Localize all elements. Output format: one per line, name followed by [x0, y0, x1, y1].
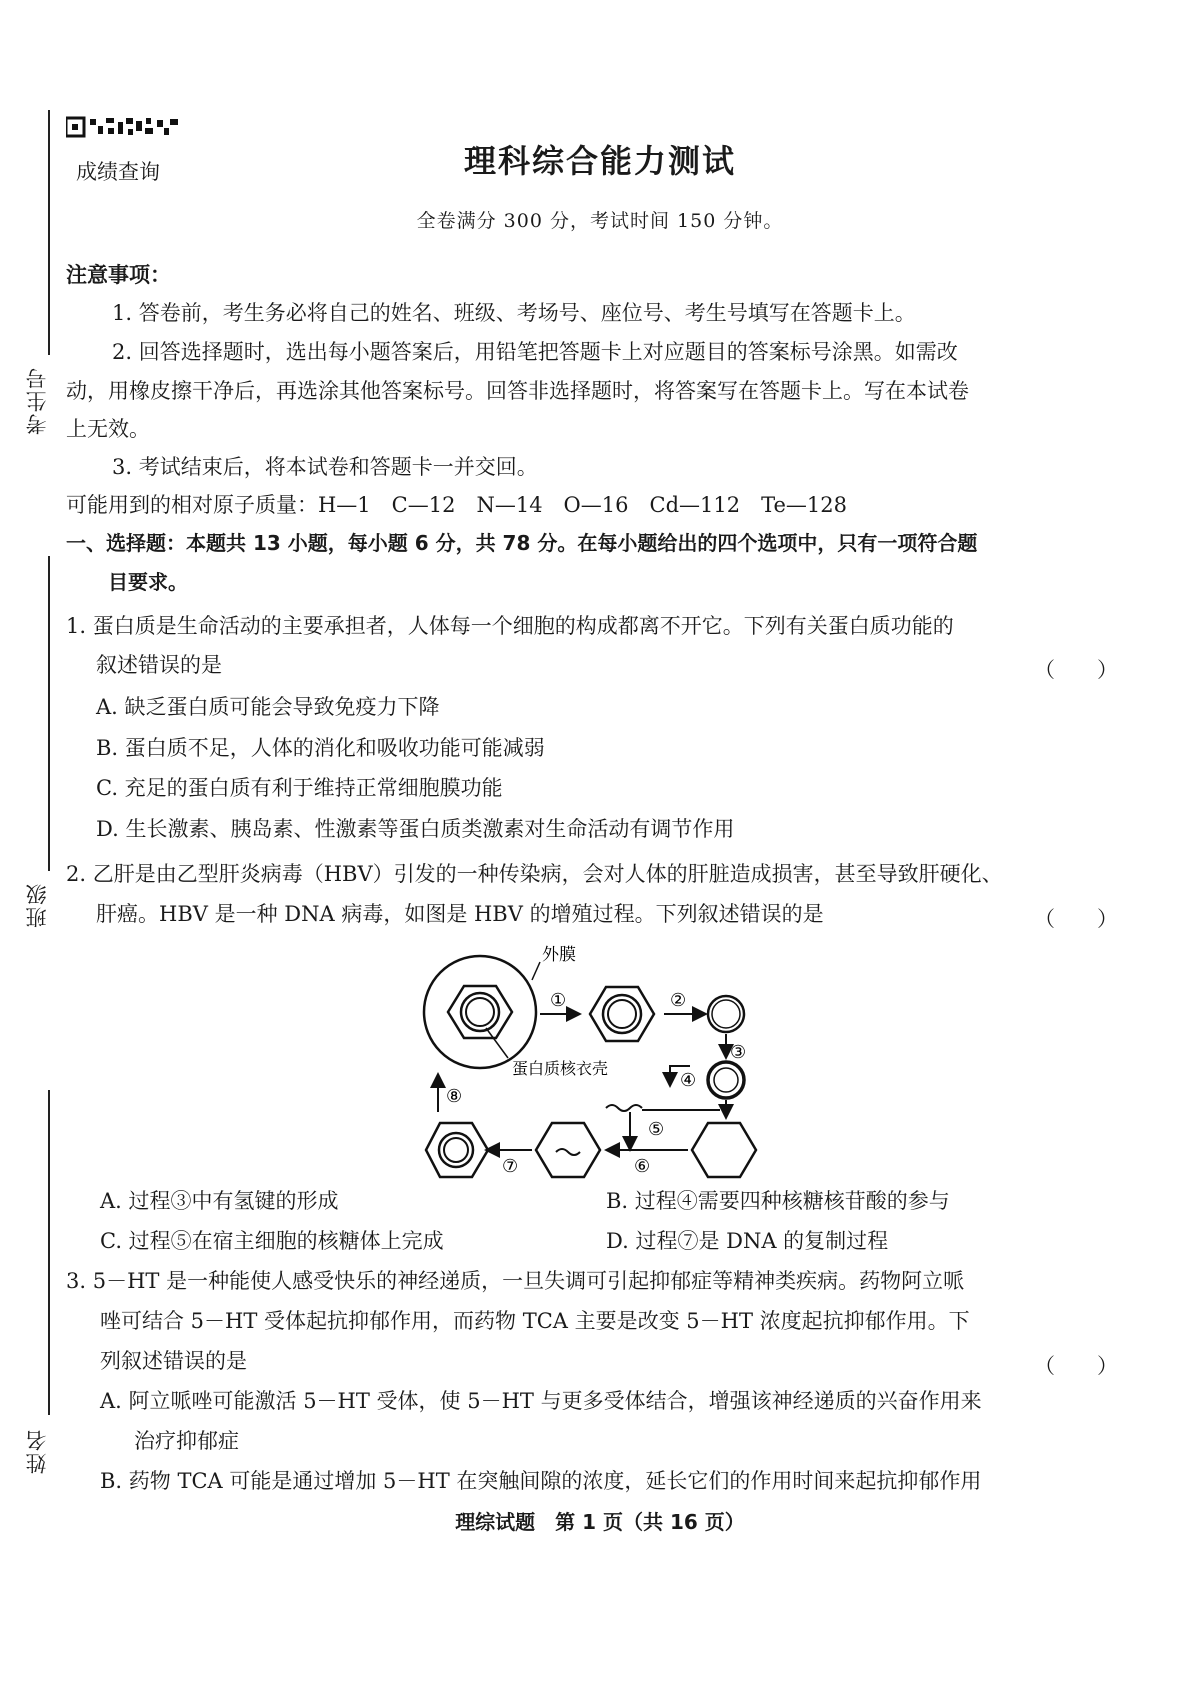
step-5-label: ⑤: [648, 1119, 665, 1140]
q2-option-a: A. 过程③中有氢键的形成: [100, 1189, 339, 1213]
page-footer: 理综试题 第 1 页（共 16 页）: [455, 1510, 745, 1534]
score-query-label: 成绩查询: [76, 160, 160, 184]
page-title: 理科综合能力测试: [463, 142, 736, 180]
virion-envelope-shape: [424, 956, 536, 1068]
notice-line-3: 动，用橡皮擦干净后，再选涂其他答案标号。回答非选择题时，将答案写在答题卡上。写在本试卷: [66, 379, 969, 403]
notice-heading: 注意事项：: [66, 263, 171, 287]
q1-option-a: A. 缺乏蛋白质可能会导致免疫力下降: [96, 695, 440, 719]
step-8-label: ⑧: [446, 1086, 463, 1107]
side-label-name: 姓名: [25, 1428, 49, 1474]
q1-stem-1: 1. 蛋白质是生命活动的主要承担者，人体每一个细胞的构成都离不开它。下列有关蛋白质功能的: [66, 614, 954, 638]
side-label-exam-no: 考生号: [25, 366, 49, 435]
outer-membrane-label: 外膜: [542, 945, 576, 965]
capsid-label: 蛋白质核衣壳: [512, 1059, 609, 1078]
q3-stem-1: 3. 5－HT 是一种能使人感受快乐的神经递质，一旦失调可引起抑郁症等精神类疾病。药物阿立哌: [66, 1269, 965, 1293]
q3-stem-2: 唑可结合 5－HT 受体起抗抑郁作用，而药物 TCA 主要是改变 5－HT 浓度起抗抑郁作用。下: [100, 1309, 970, 1333]
step-7-label: ⑦: [502, 1156, 519, 1177]
notice-line-5: 3. 考试结束后，将本试卷和答题卡一并交回。: [112, 455, 538, 479]
q2-option-b: B. 过程④需要四种核糖核苷酸的参与: [606, 1189, 950, 1213]
step-3-label: ③: [730, 1042, 747, 1063]
q3-option-a-2: 治疗抑郁症: [134, 1429, 239, 1453]
q1-option-d: D. 生长激素、胰岛素、性激素等蛋白质类激素对生命活动有调节作用: [96, 817, 735, 841]
q1-answer-paren: （ ）: [1034, 658, 1118, 682]
q3-option-b: B. 药物 TCA 可能是通过增加 5－HT 在突触间隙的浓度，延长它们的作用时间来起抗抑郁作用: [100, 1469, 982, 1493]
step-2-label: ②: [670, 990, 687, 1011]
notice-line-4: 上无效。: [66, 417, 150, 441]
empty-capsid-shape: [692, 1123, 756, 1177]
side-label-class: 班级: [25, 882, 49, 928]
hbv-replication-diagram: [420, 940, 800, 1180]
q3-option-a-1: A. 阿立哌唑可能激活 5－HT 受体，使 5－HT 与更多受体结合，增强该神经递质的兴奋作用来: [100, 1389, 982, 1413]
capsid-shape-2: [426, 1123, 488, 1177]
q1-option-b: B. 蛋白质不足，人体的消化和吸收功能可能减弱: [96, 736, 545, 760]
q2-stem-2: 肝癌。HBV 是一种 DNA 病毒，如图是 HBV 的增殖过程。下列叙述错误的是: [96, 902, 824, 926]
q2-option-c: C. 过程⑤在宿主细胞的核糖体上完成: [100, 1229, 444, 1253]
q3-stem-3: 列叙述错误的是: [100, 1349, 247, 1373]
margin-line-low: [48, 1090, 50, 1415]
page-subtitle: 全卷满分 300 分，考试时间 150 分钟。: [416, 210, 784, 232]
step-6-label: ⑥: [634, 1156, 651, 1177]
q3-answer-paren: （ ）: [1034, 1354, 1118, 1378]
section1-line-1: 一、选择题：本题共 13 小题，每小题 6 分，共 78 分。在每小题给出的四个选项中，只有一项符合题: [66, 531, 978, 555]
dna-circle-2: [708, 1062, 744, 1098]
dna-circle-1: [708, 996, 744, 1032]
q2-option-d: D. 过程⑦是 DNA 的复制过程: [606, 1229, 889, 1253]
q2-answer-paren: （ ）: [1034, 907, 1118, 931]
q2-stem-1: 2. 乙肝是由乙型肝炎病毒（HBV）引发的一种传染病，会对人体的肝脏造成损害，甚至导致肝硬化、: [66, 862, 1003, 886]
q1-option-c: C. 充足的蛋白质有利于维持正常细胞膜功能: [96, 776, 503, 800]
atomic-mass-line: 可能用到的相对原子质量：H—1 C—12 N—14 O—16 Cd—112 Te—128: [66, 493, 847, 517]
section1-line-2: 目要求。: [108, 570, 188, 594]
capsid-with-rna-shape: [536, 1123, 600, 1177]
qr-code-icon: [66, 116, 182, 138]
notice-line-1: 1. 答卷前，考生务必将自己的姓名、班级、考场号、座位号、考生号填写在答题卡上。: [112, 301, 916, 325]
step-4-label: ④: [680, 1070, 697, 1091]
notice-line-2: 2. 回答选择题时，选出每小题答案后，用铅笔把答题卡上对应题目的答案标号涂黑。如需改: [112, 340, 958, 364]
margin-line-mid: [48, 556, 50, 871]
q1-stem-2: 叙述错误的是: [96, 653, 222, 677]
capsid-shape-1: [590, 987, 654, 1041]
step-1-label: ①: [550, 990, 567, 1011]
